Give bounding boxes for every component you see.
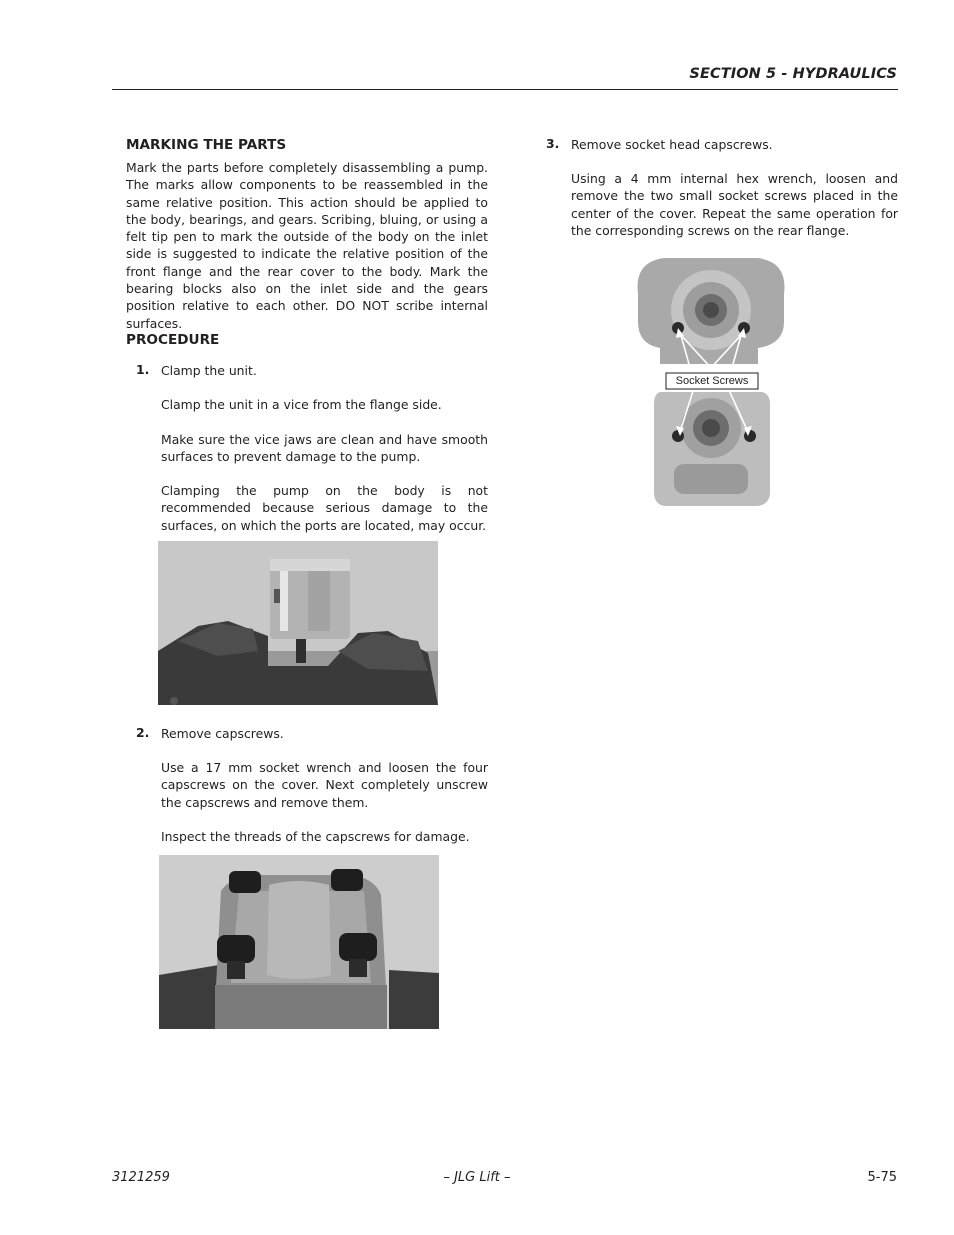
step-1-title: Clamp the unit. (161, 363, 257, 378)
step-3-number: 3. (546, 136, 560, 151)
step-1-number: 1. (136, 362, 150, 377)
footer-doc-number: 3121259 (112, 1170, 170, 1185)
step-3-paragraph-1: Using a 4 mm internal hex wrench, loosen and remove the two small socket screws placed in the center of the cover. Repeat the same operation for the corresponding screws on the rear flange. (571, 171, 898, 238)
marking-paragraph: Mark the parts before completely disassembling a pump. The marks allow components to be reassembled in the same relative position. This action should be applied to the body, bearings, and gears. Scribing, bluing, or using a felt tip pen to mark the outside of the body on the inlet side is suggested to indicate the relative position of the front flange and the rear cover to the body. Mark the bearing blocks also on the inlet side and the gears position relative to each other. DO NOT scribe internal surfaces. (126, 160, 488, 331)
step-1-paragraph-3: Clamping the pump on the body is not recommended because serious damage to the surfaces, on which the ports are located, may occur. (161, 483, 488, 533)
procedure-heading: PROCEDURE (126, 332, 220, 348)
footer-center: – JLG Lift – (443, 1170, 511, 1185)
step-1-paragraph-1: Clamp the unit in a vice from the flange side. (161, 397, 442, 412)
socket-screws-label: Socket Screws (675, 375, 749, 387)
capscrews-photo (159, 855, 439, 1029)
section-title: SECTION 5 - HYDRAULICS (689, 66, 897, 82)
socket-screws-figure (634, 252, 788, 514)
step-1-paragraph-2: Make sure the vice jaws are clean and have smooth surfaces to prevent damage to the pump. (161, 432, 488, 465)
header-rule (112, 89, 898, 90)
step-2-paragraph-2: Inspect the threads of the capscrews for damage. (161, 829, 470, 844)
pump-in-vice-photo (158, 541, 438, 705)
step-2-title: Remove capscrews. (161, 726, 284, 741)
step-2-paragraph-1: Use a 17 mm socket wrench and loosen the four capscrews on the cover. Next completely unscrew the capscrews and remove them. (161, 760, 488, 810)
step-3-title: Remove socket head capscrews. (571, 137, 773, 152)
footer-page-number: 5-75 (867, 1170, 897, 1185)
marking-heading: MARKING THE PARTS (126, 137, 287, 153)
step-2-number: 2. (136, 725, 150, 740)
